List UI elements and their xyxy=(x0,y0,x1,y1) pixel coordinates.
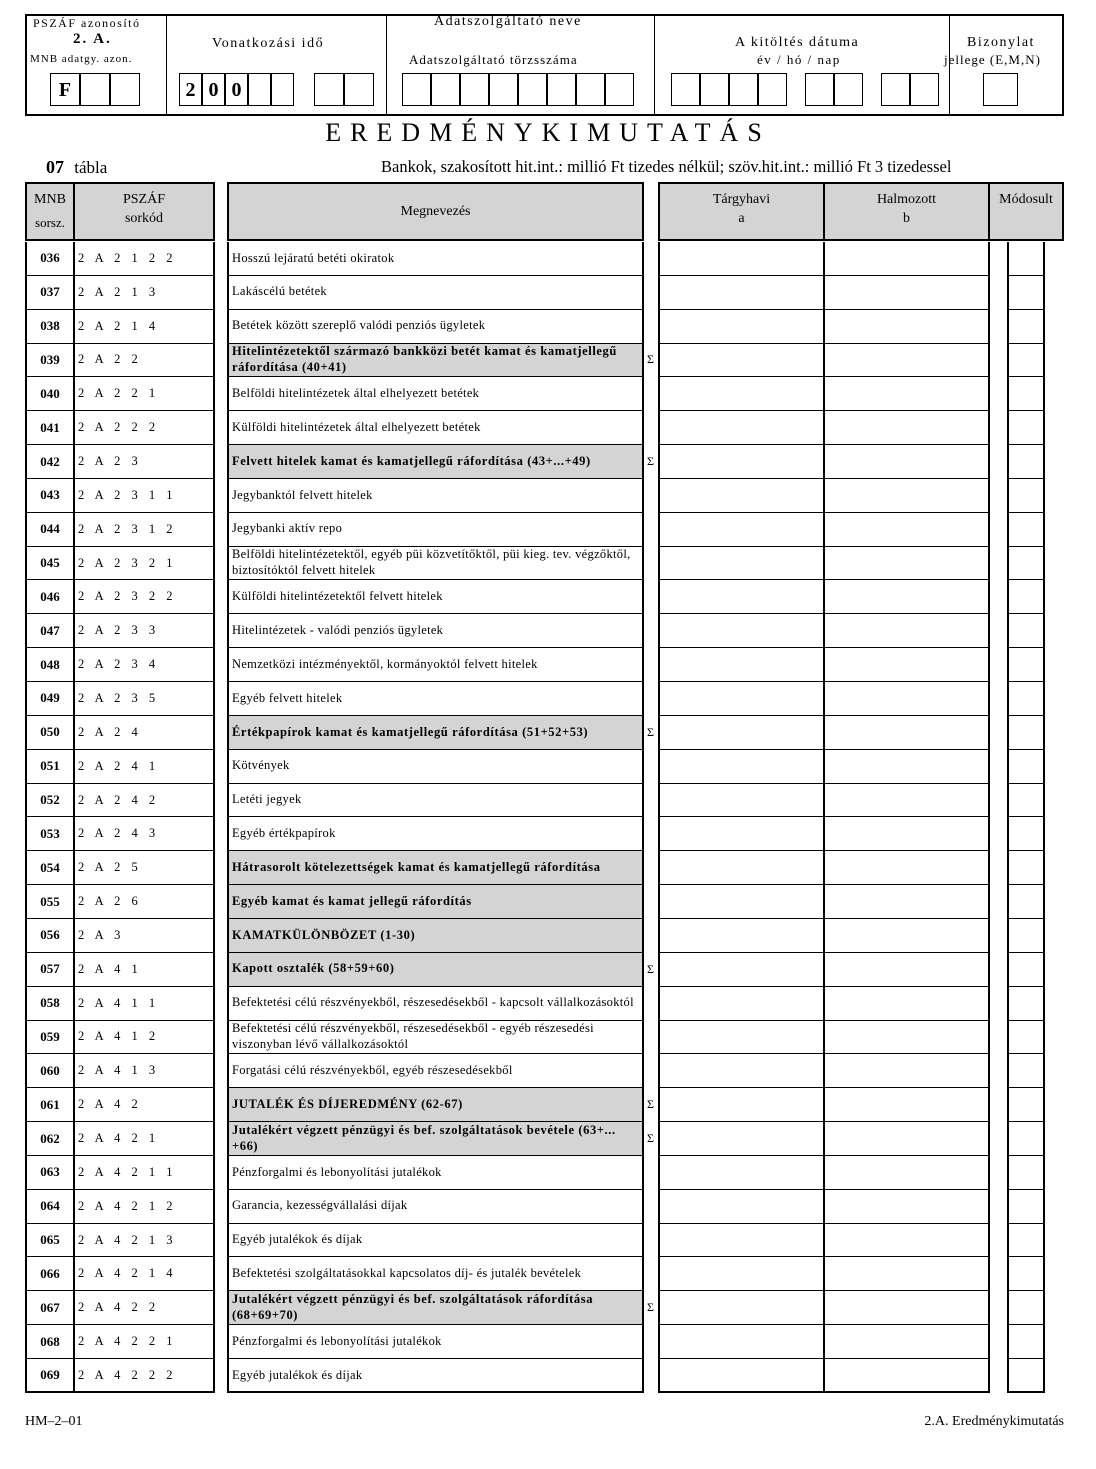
period-label: Vonatkozási idő xyxy=(212,36,325,51)
row-number: 054 xyxy=(27,851,73,885)
row-code: 2 A 2 1 3 xyxy=(75,276,213,310)
value-month-input[interactable] xyxy=(660,1054,823,1088)
row-number: 058 xyxy=(27,987,73,1021)
row-label: Kötvények xyxy=(229,750,642,784)
value-month-input[interactable] xyxy=(660,1258,823,1292)
date-year-field[interactable] xyxy=(700,73,729,106)
value-month-input[interactable] xyxy=(660,750,823,784)
modified-checkbox[interactable] xyxy=(1009,750,1043,784)
row-label: KAMATKÜLÖNBÖZET (1-30) xyxy=(229,919,642,953)
col-header-modified-text: Módosult xyxy=(999,192,1053,207)
col-header-name: Megnevezés xyxy=(227,182,644,241)
row-label: Külföldi hitelintézetek által elhelyezett betétek xyxy=(229,411,642,445)
row-code: 2 A 2 4 2 xyxy=(75,784,213,818)
value-month-input[interactable] xyxy=(660,445,823,479)
pszaf-label: PSZÁF azonosító xyxy=(33,16,141,30)
row-number: 067 xyxy=(27,1291,73,1325)
row-label: Nemzetközi intézményektől, kormányoktól felvett hitelek xyxy=(229,648,642,682)
col-header-mnb-text: MNB xyxy=(34,192,66,207)
doc-type-field[interactable] xyxy=(983,73,1018,106)
modified-checkbox[interactable] xyxy=(1009,479,1043,513)
modified-checkbox[interactable] xyxy=(1009,1291,1043,1325)
row-number: 046 xyxy=(27,581,73,615)
value-month-input[interactable] xyxy=(660,1190,823,1224)
period-digit-3[interactable]: 0 xyxy=(225,73,248,106)
col-header-month xyxy=(658,182,825,241)
row-code: 2 A 2 3 3 xyxy=(75,614,213,648)
value-month-input[interactable] xyxy=(660,953,823,987)
value-month-input[interactable] xyxy=(660,411,823,445)
row-code: 2 A 2 4 xyxy=(75,716,213,750)
pszaf-code: 2. A. xyxy=(73,31,112,47)
row-label: Egyéb felvett hitelek xyxy=(229,682,642,716)
row-number: 065 xyxy=(27,1224,73,1258)
col-header-cumulative-sub: b xyxy=(903,211,910,226)
mnb-id-field-1[interactable]: F xyxy=(50,73,80,106)
row-number: 040 xyxy=(27,377,73,411)
period-month-1[interactable] xyxy=(314,73,344,106)
modified-checkbox[interactable] xyxy=(1009,953,1043,987)
sum-sigma-icon: Σ xyxy=(647,1131,654,1146)
value-cumulative-input[interactable] xyxy=(825,445,988,479)
row-number: 044 xyxy=(27,513,73,547)
row-number: 039 xyxy=(27,344,73,378)
date-sub-label: év / hó / nap xyxy=(757,52,841,67)
row-label: Pénzforgalmi és lebonyolítási jutalékok xyxy=(229,1156,642,1190)
sum-sigma-icon: Σ xyxy=(647,352,654,367)
date-year-field[interactable] xyxy=(671,73,700,106)
row-code: 2 A 4 2 1 2 xyxy=(75,1190,213,1224)
row-label: Egyéb jutalékok és díjak xyxy=(229,1359,642,1393)
doc-type-sub-label: jellege (E,M,N) xyxy=(944,52,1041,67)
period-month-2[interactable] xyxy=(344,73,374,106)
row-number: 048 xyxy=(27,648,73,682)
row-number: 041 xyxy=(27,411,73,445)
row-code: 2 A 3 xyxy=(75,919,213,953)
col-header-pszaf xyxy=(73,182,215,241)
modified-checkbox[interactable] xyxy=(1009,1190,1043,1224)
row-code: 2 A 2 5 xyxy=(75,851,213,885)
value-cumulative-input[interactable] xyxy=(825,242,988,276)
row-number: 038 xyxy=(27,310,73,344)
value-month-input[interactable] xyxy=(660,377,823,411)
row-number: 053 xyxy=(27,817,73,851)
row-number: 055 xyxy=(27,885,73,919)
row-number: 057 xyxy=(27,953,73,987)
sum-sigma-icon: Σ xyxy=(647,1097,654,1112)
table-number-word: tábla xyxy=(74,158,108,177)
row-number: 047 xyxy=(27,614,73,648)
row-code: 2 A 4 2 2 xyxy=(75,1291,213,1325)
row-label: Jegybanki aktív repo xyxy=(229,513,642,547)
row-code: 2 A 2 3 2 2 xyxy=(75,581,213,615)
value-cumulative-input[interactable] xyxy=(825,648,988,682)
col-header-modified xyxy=(988,182,1064,241)
value-month-input[interactable] xyxy=(660,851,823,885)
row-number: 036 xyxy=(27,242,73,276)
modified-checkbox[interactable] xyxy=(1009,581,1043,615)
row-number: 066 xyxy=(27,1258,73,1292)
modified-checkbox[interactable] xyxy=(1009,1224,1043,1258)
row-label: Belföldi hitelintézetek által elhelyezett betétek xyxy=(229,377,642,411)
provider-id-field[interactable] xyxy=(518,73,547,106)
row-code: 2 A 4 1 1 xyxy=(75,987,213,1021)
row-label: Lakáscélú betétek xyxy=(229,276,642,310)
row-label: Belföldi hitelintézetektől, egyéb püi közvetítőktől, püi kieg. tev. végzőktől, biztosítóktól felvett hitelek xyxy=(229,547,642,581)
value-cumulative-input[interactable] xyxy=(825,1224,988,1258)
row-code: 2 A 4 2 2 1 xyxy=(75,1325,213,1359)
value-cumulative-input[interactable] xyxy=(825,344,988,378)
row-number: 059 xyxy=(27,1021,73,1055)
row-code: 2 A 2 3 4 xyxy=(75,648,213,682)
provider-name-label: Adatszolgáltató neve xyxy=(434,14,582,29)
row-number: 042 xyxy=(27,445,73,479)
table-number-value: 07 xyxy=(46,157,64,177)
row-code: 2 A 2 4 1 xyxy=(75,750,213,784)
value-month-input[interactable] xyxy=(660,1224,823,1258)
row-number: 060 xyxy=(27,1054,73,1088)
period-digit-5[interactable] xyxy=(271,73,294,106)
col-header-month-text: Tárgyhavi xyxy=(712,192,771,207)
row-code: 2 A 2 1 4 xyxy=(75,310,213,344)
table-number xyxy=(46,157,107,178)
value-cumulative-input[interactable] xyxy=(825,411,988,445)
value-month-input[interactable] xyxy=(660,716,823,750)
row-number: 068 xyxy=(27,1325,73,1359)
row-label: Garancia, kezességvállalási díjak xyxy=(229,1190,642,1224)
row-label: Kapott osztalék (58+59+60) xyxy=(229,953,642,987)
row-number: 069 xyxy=(27,1359,73,1393)
value-month-input[interactable] xyxy=(660,614,823,648)
row-code: 2 A 2 3 1 1 xyxy=(75,479,213,513)
value-month-input[interactable] xyxy=(660,547,823,581)
row-number: 045 xyxy=(27,547,73,581)
provider-id-field[interactable] xyxy=(576,73,605,106)
value-cumulative-input[interactable] xyxy=(825,1258,988,1292)
row-code: 2 A 4 2 1 xyxy=(75,1122,213,1156)
modified-checkbox[interactable] xyxy=(1009,513,1043,547)
provider-id-field[interactable] xyxy=(460,73,489,106)
row-label: Külföldi hitelintézetektől felvett hitelek xyxy=(229,581,642,615)
row-label: Jegybanktól felvett hitelek xyxy=(229,479,642,513)
date-month-field[interactable] xyxy=(805,73,834,106)
provider-id-field[interactable] xyxy=(431,73,460,106)
value-cumulative-input[interactable] xyxy=(825,513,988,547)
modified-checkbox[interactable] xyxy=(1009,344,1043,378)
row-code: 2 A 2 1 2 2 xyxy=(75,242,213,276)
value-month-input[interactable] xyxy=(660,1021,823,1055)
value-cumulative-input[interactable] xyxy=(825,614,988,648)
modified-checkbox[interactable] xyxy=(1009,1054,1043,1088)
col-header-month-sub: a xyxy=(738,211,745,226)
col-header-cumulative-text: Halmozott xyxy=(876,192,937,207)
value-month-input[interactable] xyxy=(660,310,823,344)
sum-sigma-icon: Σ xyxy=(647,1300,654,1315)
date-day-field[interactable] xyxy=(910,73,939,106)
footer-form-title: 2.A. Eredménykimutatás xyxy=(924,1414,1064,1429)
value-cumulative-input[interactable] xyxy=(825,750,988,784)
modified-checkbox[interactable] xyxy=(1009,716,1043,750)
modified-checkbox[interactable] xyxy=(1009,411,1043,445)
modified-checkbox[interactable] xyxy=(1009,1122,1043,1156)
value-month-input[interactable] xyxy=(660,987,823,1021)
modified-checkbox[interactable] xyxy=(1009,310,1043,344)
date-day-field[interactable] xyxy=(881,73,910,106)
value-month-input[interactable] xyxy=(660,919,823,953)
row-label: Pénzforgalmi és lebonyolítási jutalékok xyxy=(229,1325,642,1359)
value-cumulative-input[interactable] xyxy=(825,817,988,851)
provider-id-field[interactable] xyxy=(489,73,518,106)
row-code: 2 A 2 3 xyxy=(75,445,213,479)
row-number: 052 xyxy=(27,784,73,818)
modified-checkbox[interactable] xyxy=(1009,1258,1043,1292)
row-code: 2 A 2 3 2 1 xyxy=(75,547,213,581)
value-month-input[interactable] xyxy=(660,581,823,615)
value-month-input[interactable] xyxy=(660,1359,823,1393)
row-number: 062 xyxy=(27,1122,73,1156)
modified-checkbox[interactable] xyxy=(1009,1021,1043,1055)
modified-checkbox[interactable] xyxy=(1009,987,1043,1021)
value-cumulative-input[interactable] xyxy=(825,885,988,919)
row-code: 2 A 2 2 1 xyxy=(75,377,213,411)
row-number: 050 xyxy=(27,716,73,750)
row-code: 2 A 2 6 xyxy=(75,885,213,919)
row-code: 2 A 4 2 1 3 xyxy=(75,1224,213,1258)
mnb-id-field-3[interactable] xyxy=(110,73,140,106)
row-label: Befektetési célú részvényekből, részesedésekből - egyéb részesedési viszonyban lévő vállalkozásoktól xyxy=(229,1021,642,1055)
value-month-input[interactable] xyxy=(660,1088,823,1122)
period-digit-1[interactable]: 2 xyxy=(179,73,202,106)
row-code: 2 A 2 3 1 2 xyxy=(75,513,213,547)
row-code: 2 A 4 1 2 xyxy=(75,1021,213,1055)
value-month-input[interactable] xyxy=(660,344,823,378)
value-cumulative-input[interactable] xyxy=(825,851,988,885)
modified-checkbox[interactable] xyxy=(1009,784,1043,818)
modified-checkbox[interactable] xyxy=(1009,648,1043,682)
row-label: Egyéb jutalékok és díjak xyxy=(229,1224,642,1258)
mnb-id-field-2[interactable] xyxy=(80,73,110,106)
row-number: 056 xyxy=(27,919,73,953)
value-month-input[interactable] xyxy=(660,648,823,682)
row-code: 2 A 2 2 2 xyxy=(75,411,213,445)
value-month-input[interactable] xyxy=(660,784,823,818)
modified-checkbox[interactable] xyxy=(1009,614,1043,648)
value-cumulative-input[interactable] xyxy=(825,784,988,818)
value-cumulative-input[interactable] xyxy=(825,310,988,344)
sum-sigma-icon: Σ xyxy=(647,724,654,739)
value-cumulative-input[interactable] xyxy=(825,377,988,411)
modified-checkbox[interactable] xyxy=(1009,817,1043,851)
value-cumulative-input[interactable] xyxy=(825,1021,988,1055)
row-label: Hosszú lejáratú betéti okiratok xyxy=(229,242,642,276)
period-digit-2[interactable]: 0 xyxy=(202,73,225,106)
row-label: Értékpapírok kamat és kamatjellegű ráfordítása (51+52+53) xyxy=(229,716,642,750)
footer-form-code: HM–2–01 xyxy=(25,1414,83,1429)
col-header-mnb xyxy=(25,182,75,241)
row-label: Befektetési szolgáltatásokkal kapcsolatos díj- és jutalék bevételek xyxy=(229,1258,642,1292)
row-number: 037 xyxy=(27,276,73,310)
doc-type-label: Bizonylat xyxy=(967,35,1035,50)
value-cumulative-input[interactable] xyxy=(825,1054,988,1088)
value-month-input[interactable] xyxy=(660,817,823,851)
sum-sigma-icon: Σ xyxy=(647,961,654,976)
sum-sigma-icon: Σ xyxy=(647,454,654,469)
row-number: 063 xyxy=(27,1156,73,1190)
row-code: 2 A 4 2 1 1 xyxy=(75,1156,213,1190)
col-header-pszaf-sub: sorkód xyxy=(124,211,164,226)
date-year-field[interactable] xyxy=(758,73,787,106)
col-header-mnb-sub: sorsz. xyxy=(35,215,65,230)
value-cumulative-input[interactable] xyxy=(825,1122,988,1156)
value-cumulative-input[interactable] xyxy=(825,276,988,310)
row-label: Befektetési célú részvényekből, részesedésekből - kapcsolt vállalkozásoktól xyxy=(229,987,642,1021)
date-year-field[interactable] xyxy=(729,73,758,106)
modified-checkbox[interactable] xyxy=(1009,547,1043,581)
modified-checkbox[interactable] xyxy=(1009,682,1043,716)
date-month-field[interactable] xyxy=(834,73,863,106)
value-cumulative-input[interactable] xyxy=(825,1156,988,1190)
provider-id-field[interactable] xyxy=(402,73,431,106)
value-cumulative-input[interactable] xyxy=(825,581,988,615)
row-number: 043 xyxy=(27,479,73,513)
modified-checkbox[interactable] xyxy=(1009,242,1043,276)
mnb-label: MNB adatgy. azon. xyxy=(30,53,133,65)
modified-checkbox[interactable] xyxy=(1009,851,1043,885)
page-title: EREDMÉNYKIMUTATÁS xyxy=(325,118,771,147)
row-label: Jutalékért végzett pénzügyi és bef. szolgáltatások bevétele (63+... +66) xyxy=(229,1122,642,1156)
modified-checkbox[interactable] xyxy=(1009,276,1043,310)
value-month-input[interactable] xyxy=(660,1122,823,1156)
value-month-input[interactable] xyxy=(660,1156,823,1190)
value-cumulative-input[interactable] xyxy=(825,716,988,750)
date-label: A kitöltés dátuma xyxy=(735,35,860,50)
col-header-cumulative xyxy=(823,182,990,241)
value-cumulative-input[interactable] xyxy=(825,1088,988,1122)
row-label: Forgatási célú részvényekből, egyéb részesedésekből xyxy=(229,1054,642,1088)
value-month-input[interactable] xyxy=(660,513,823,547)
col-header-pszaf-text: PSZÁF xyxy=(122,192,166,207)
value-month-input[interactable] xyxy=(660,479,823,513)
row-code: 2 A 2 3 5 xyxy=(75,682,213,716)
row-code: 2 A 4 1 3 xyxy=(75,1054,213,1088)
value-month-input[interactable] xyxy=(660,682,823,716)
value-cumulative-input[interactable] xyxy=(825,682,988,716)
modified-checkbox[interactable] xyxy=(1009,1156,1043,1190)
modified-checkbox[interactable] xyxy=(1009,1325,1043,1359)
row-label: Jutalékért végzett pénzügyi és bef. szolgáltatások ráfordítása (68+69+70) xyxy=(229,1291,642,1325)
value-month-input[interactable] xyxy=(660,885,823,919)
row-label: Egyéb kamat és kamat jellegű ráfordítás xyxy=(229,885,642,919)
row-label: Felvett hitelek kamat és kamatjellegű ráfordítása (43+...+49) xyxy=(229,445,642,479)
value-month-input[interactable] xyxy=(660,1325,823,1359)
row-code: 2 A 2 4 3 xyxy=(75,817,213,851)
row-code: 2 A 4 1 xyxy=(75,953,213,987)
row-label: Hátrasorolt kötelezettségek kamat és kamatjellegű ráfordítása xyxy=(229,851,642,885)
provider-id-field[interactable] xyxy=(605,73,634,106)
value-cumulative-input[interactable] xyxy=(825,1325,988,1359)
value-cumulative-input[interactable] xyxy=(825,953,988,987)
modified-divider xyxy=(988,242,990,1393)
modified-checkbox[interactable] xyxy=(1009,377,1043,411)
period-digit-4[interactable] xyxy=(248,73,271,106)
value-cumulative-input[interactable] xyxy=(825,919,988,953)
provider-id-field[interactable] xyxy=(547,73,576,106)
value-month-input[interactable] xyxy=(660,242,823,276)
value-month-input[interactable] xyxy=(660,276,823,310)
row-number: 049 xyxy=(27,682,73,716)
provider-id-label: Adatszolgáltató törzsszáma xyxy=(409,52,578,67)
value-cumulative-input[interactable] xyxy=(825,547,988,581)
row-number: 064 xyxy=(27,1190,73,1224)
row-label: JUTALÉK ÉS DÍJEREDMÉNY (62-67) xyxy=(229,1088,642,1122)
row-number: 061 xyxy=(27,1088,73,1122)
row-label: Egyéb értékpapírok xyxy=(229,817,642,851)
modified-checkbox[interactable] xyxy=(1009,1359,1043,1393)
value-cumulative-input[interactable] xyxy=(825,479,988,513)
value-cumulative-input[interactable] xyxy=(825,1359,988,1393)
row-label: Letéti jegyek xyxy=(229,784,642,818)
units-note: Bankok, szakosított hit.int.: millió Ft tizedes nélkül; szöv.hit.int.: millió Ft 3 tizedessel xyxy=(381,157,952,176)
modified-checkbox[interactable] xyxy=(1009,1088,1043,1122)
row-label: Betétek között szereplő valódi penziós ügyletek xyxy=(229,310,642,344)
value-cumulative-input[interactable] xyxy=(825,987,988,1021)
row-number: 051 xyxy=(27,750,73,784)
value-cumulative-input[interactable] xyxy=(825,1190,988,1224)
row-code: 2 A 4 2 2 2 xyxy=(75,1359,213,1393)
form-header xyxy=(25,14,1064,116)
value-month-input[interactable] xyxy=(660,1291,823,1325)
row-label: Hitelintézetek - valódi penziós ügyletek xyxy=(229,614,642,648)
row-code: 2 A 4 2 1 4 xyxy=(75,1258,213,1292)
value-cumulative-input[interactable] xyxy=(825,1291,988,1325)
modified-checkbox[interactable] xyxy=(1009,885,1043,919)
row-code: 2 A 2 2 xyxy=(75,344,213,378)
row-code: 2 A 4 2 xyxy=(75,1088,213,1122)
modified-checkbox[interactable] xyxy=(1009,445,1043,479)
row-label: Hitelintézetektől származó bankközi betét kamat és kamatjellegű ráfordítása (40+41) xyxy=(229,344,642,378)
modified-checkbox[interactable] xyxy=(1009,919,1043,953)
